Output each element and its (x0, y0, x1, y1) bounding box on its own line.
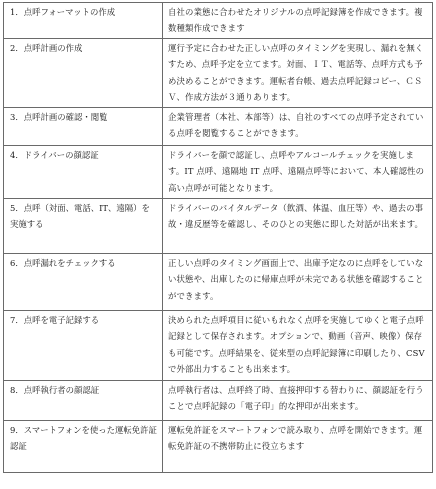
item-cell: 4．ドライバーの顔認証 (4, 146, 163, 199)
item-cell: 2．点呼計画の作成 (4, 39, 163, 108)
item-cell: 8．点呼執行者の顔認証 (4, 381, 163, 421)
table-row (4, 381, 433, 421)
description-cell: 点呼執行者は、点呼終了時、直接押印する替わりに、顔認証を行うことで点呼記録の「電子印」的な押印が出来ます。 (163, 381, 433, 421)
description-cell: 決められた点呼項目に従いもれなく点呼を実施してゆくと電子点呼記録として保存されます。オプションで、動画（音声、映像）保存も可能です。点呼結果を、従来型の点呼記録簿に印刷したり、CSV で外部出力することも出来ます。 (163, 311, 433, 381)
description-cell: 企業管理者（本社、本部等）は、自社のすべての点呼予定されている点呼を閲覧することができます。 (163, 108, 433, 146)
description-cell: 運転免許証をスマートフォンで読み取り、点呼を開始できます。運転免許証の不携帯防止に役立ちます (163, 421, 433, 473)
item-cell: 9．スマートフォンを使った運転免許証認証 (4, 421, 163, 473)
table-row (4, 3, 433, 39)
table-row (4, 108, 433, 146)
description-cell: 自社の業態に合わせたオリジナルの点呼記録簿を作成できます。複数種類作成できます (163, 3, 433, 39)
table-row (4, 311, 433, 381)
description-cell: 運行予定に合わせた正しい点呼のタイミングを実現し、漏れを無くすため、点呼予定を立てます。対面、ＩＴ、電話等、点呼方式も予め決めることができます。運転者台帳、過去点呼記録コピー、ＣＳＶ、作成方法が３通りあります。 (163, 39, 433, 108)
table-row (4, 199, 433, 254)
item-cell: 1．点呼フォーマットの作成 (4, 3, 163, 39)
table-row (4, 254, 433, 311)
feature-table (3, 2, 433, 473)
item-cell: 6．点呼漏れをチェックする (4, 254, 163, 311)
table-row (4, 39, 433, 108)
item-cell: 5．点呼（対面、電話、IT、遠隔）を実施する (4, 199, 163, 254)
table-row (4, 146, 433, 199)
description-cell: 正しい点呼のタイミング画面上で、出庫予定なのに点呼をしていない状態や、出庫したのに帰庫点呼が未完である状態を確認することができます。 (163, 254, 433, 311)
item-cell: 3．点呼計画の確認・閲覧 (4, 108, 163, 146)
description-cell: ドライバーを顔で認証し、点呼やアルコールチェックを実施します。IT 点呼、遠隔地 IT 点呼、遠隔点呼等において、本人確認性の高い点呼が可能となります。 (163, 146, 433, 199)
description-cell: ドライバーのバイタルデータ（飲酒、体温、血圧等）や、過去の事故・違反歴等を確認し、そのひとの実態に即した対話が出来ます。 (163, 199, 433, 254)
item-cell: 7．点呼を電子記録する (4, 311, 163, 381)
table-row (4, 421, 433, 473)
